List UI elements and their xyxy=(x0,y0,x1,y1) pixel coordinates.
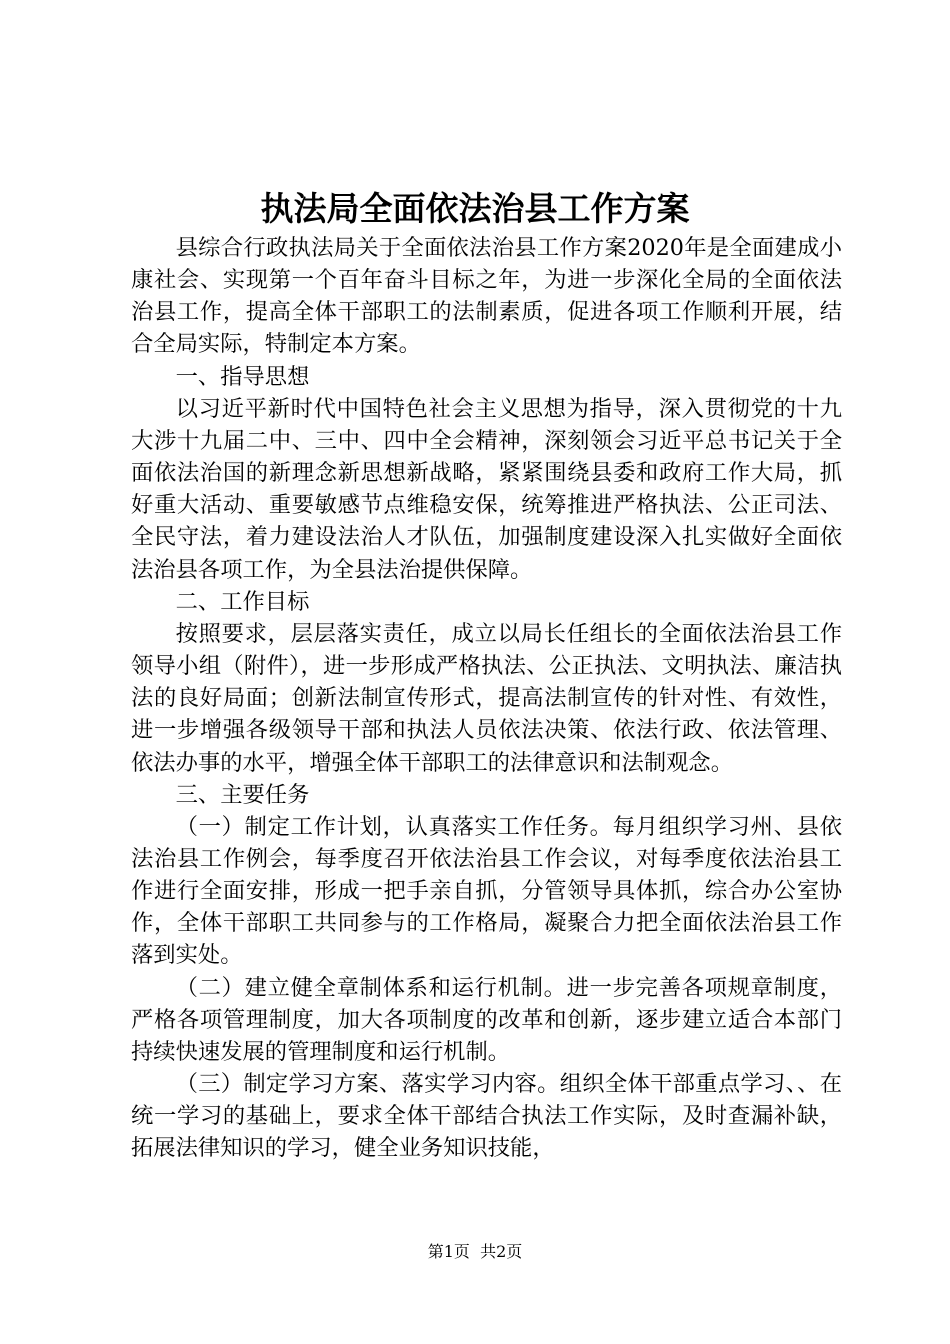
document-title: 执法局全面依法治县工作方案 xyxy=(260,189,690,228)
section-heading-main-tasks: 三、主要任务 xyxy=(175,781,310,808)
intro-paragraph: 县综合行政执法局关于全面依法治县工作方案2020年是全面建成小康社会、实现第一个百年奋斗目标之年，为进一步深化全局的全面依法治县工作，提高全体干部职工的法制素质，促进各项工作顺利开展，结合全局实际，特制定本方案。 xyxy=(131,235,842,358)
work-goals-paragraph: 按照要求，层层落实责任，成立以局长任组长的全面依法治县工作领导小组（附件），进一步形成严格执法、公正执法、文明执法、廉洁执法的良好局面；创新法制宣传形式，提高法制宣传的针对性、有效性，进一步增强各级领导干部和执法人员依法决策、依法行政、依法管理、依法办事的水平，增强全体干部职工的法律意识和法制观念。 xyxy=(131,620,842,776)
task-2-paragraph: （二）建立健全章制体系和运行机制。进一步完善各项规章制度，严格各项管理制度，加大各项制度的改革和创新，逐步建立适合本部门持续快速发展的管理制度和运行机制。 xyxy=(131,974,842,1065)
task-1-paragraph: （一）制定工作计划，认真落实工作任务。每月组织学习州、县依法治县工作例会，每季度召开依法治县工作会议，对每季度依法治县工作进行全面安排，形成一把手亲自抓，分管领导具体抓，综合办公室协作，全体干部职工共同参与的工作格局，凝聚合力把全面依法治县工作落到实处。 xyxy=(131,813,842,969)
section-heading-guiding-ideology: 一、指导思想 xyxy=(175,363,310,390)
section-heading-work-goals: 二、工作目标 xyxy=(175,588,310,615)
guiding-ideology-paragraph: 以习近平新时代中国特色社会主义思想为指导，深入贯彻党的十九大涉十九届二中、三中、四中全会精神，深刻领会习近平总书记关于全面依法治国的新理念新思想新战略，紧紧围绕县委和政府工作大局，抓好重大活动、重要敏感节点维稳安保，统筹推进严格执法、公正司法、全民守法，着力建设法治人才队伍，加强制度建设深入扎实做好全面依法治县各项工作，为全县法治提供保障。 xyxy=(131,395,842,583)
task-3-paragraph: （三）制定学习方案、落实学习内容。组织全体干部重点学习、、在统一学习的基础上，要求全体干部结合执法工作实际，及时查漏补缺，拓展法律知识的学习，健全业务知识技能， xyxy=(131,1071,842,1162)
document-body xyxy=(131,232,842,1165)
page-footer: 第1页 共2页 xyxy=(427,1242,523,1261)
